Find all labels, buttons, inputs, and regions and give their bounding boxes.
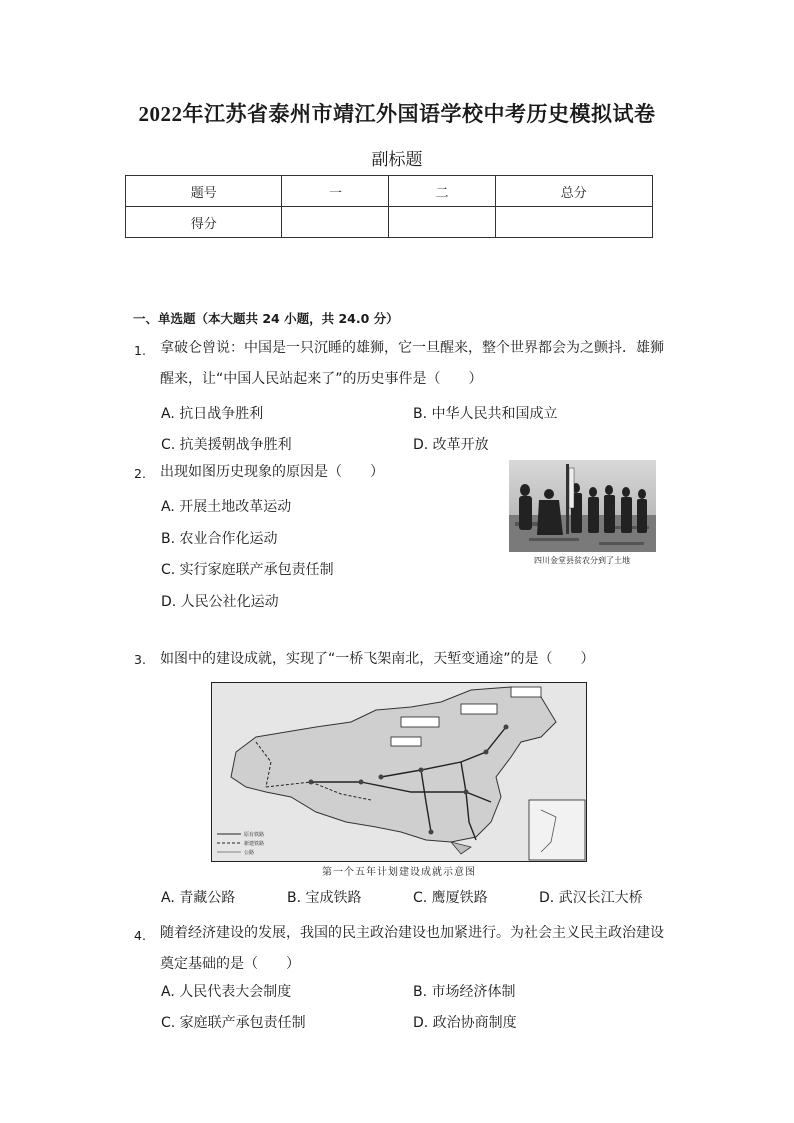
question-number: 1.	[134, 343, 146, 358]
score-cell: 二	[389, 176, 495, 207]
score-cell: 一	[282, 176, 389, 207]
legend-label: 原有铁路	[244, 832, 265, 838]
score-cell: 总分	[495, 176, 653, 207]
option-b[interactable]: B. 农业合作化运动	[161, 531, 278, 547]
map-caption: 第一个五年计划建设成就示意图	[322, 867, 476, 878]
question-stem-line: 如图中的建设成就，实现了“一桥飞架南北，天堑变通途”的是（ ）	[160, 651, 595, 667]
option-a[interactable]: A. 人民代表大会制度	[161, 984, 292, 1000]
option-c[interactable]: C. 抗美援朝战争胜利	[161, 437, 292, 453]
question-number: 2.	[134, 466, 146, 481]
score-cell	[282, 207, 389, 238]
option-b[interactable]: B. 宝成铁路	[287, 890, 362, 906]
photo-caption: 四川金堂县贫农分到了土地	[534, 556, 630, 565]
question-stem-line: 拿破仑曾说：中国是一只沉睡的雄狮，它一旦醒来，整个世界都会为之颤抖．雄狮	[160, 340, 664, 356]
question-stem-line: 出现如图历史现象的原因是（ ）	[160, 464, 384, 480]
score-cell	[495, 207, 653, 238]
score-cell	[389, 207, 495, 238]
exam-title: 2022年江苏省泰州市靖江外国语学校中考历史模拟试卷	[138, 102, 656, 126]
option-a[interactable]: A. 青藏公路	[161, 890, 236, 906]
option-a[interactable]: A. 开展土地改革运动	[161, 499, 292, 515]
option-c[interactable]: C. 家庭联产承包责任制	[161, 1015, 306, 1031]
land-reform-photo	[509, 460, 656, 568]
option-c[interactable]: C. 鹰厦铁路	[413, 890, 488, 906]
option-d[interactable]: D. 政治协商制度	[413, 1015, 517, 1031]
exam-subtitle: 副标题	[371, 150, 423, 170]
score-table-header-row	[126, 176, 653, 207]
score-cell: 得分	[126, 207, 282, 238]
option-d[interactable]: D. 人民公社化运动	[161, 594, 279, 610]
legend-label: 公路	[244, 850, 255, 856]
option-d[interactable]: D. 武汉长江大桥	[539, 890, 643, 906]
legend-label: 新建铁路	[244, 841, 265, 847]
five-year-plan-map	[211, 682, 587, 862]
section-heading: 一、单选题（本大题共 24 小题，共 24.0 分）	[133, 311, 399, 326]
question-stem-line: 醒来，让“中国人民站起来了”的历史事件是（ ）	[160, 371, 483, 387]
option-b[interactable]: B. 中华人民共和国成立	[413, 406, 558, 422]
question-stem-line: 奠定基础的是（ ）	[160, 956, 300, 972]
option-a[interactable]: A. 抗日战争胜利	[161, 406, 264, 422]
option-c[interactable]: C. 实行家庭联产承包责任制	[161, 562, 334, 578]
score-table	[125, 175, 653, 238]
question-number: 4.	[134, 928, 146, 943]
question-number: 3.	[134, 652, 146, 667]
question-stem-line: 随着经济建设的发展，我国的民主政治建设也加紧进行。为社会主义民主政治建设	[160, 925, 664, 941]
score-cell: 题号	[126, 176, 282, 207]
score-table-score-row	[126, 207, 653, 238]
option-b[interactable]: B. 市场经济体制	[413, 984, 516, 1000]
option-d[interactable]: D. 改革开放	[413, 437, 489, 453]
